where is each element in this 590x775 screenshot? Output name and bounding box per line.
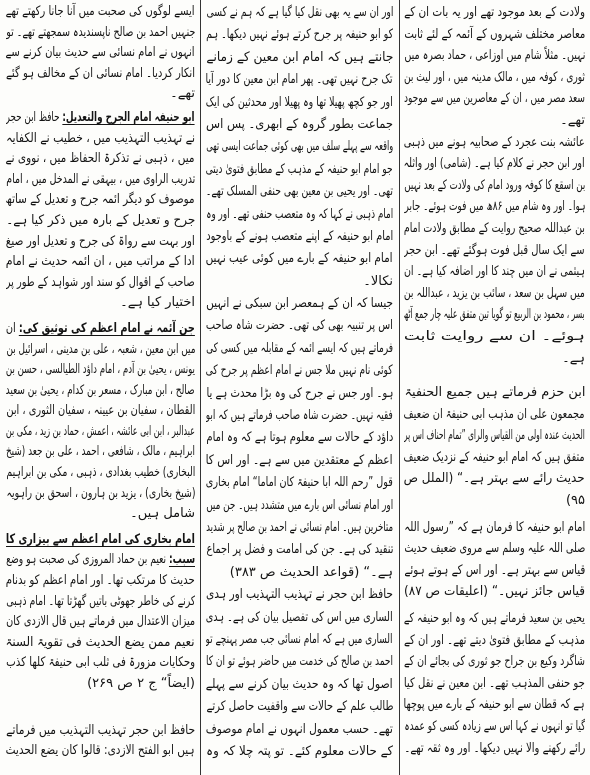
line-text: تنقید کی ہے۔ جن کی امامت و فضل پر اجماع <box>206 542 393 558</box>
line-text: اور ان سے یہ بھی نقل کیا گیا ہے کہ ہم نے کسی <box>206 5 393 20</box>
line-text: صلی اللہ علیہ وسلم سے مروی ضعیف حدیث <box>404 541 585 557</box>
column-divider <box>200 0 201 775</box>
line-text: تدریب الراوی میں ، بیہقی نے المدخل میں ، امام <box>6 171 195 187</box>
text-line <box>404 608 585 630</box>
text-line <box>404 45 585 67</box>
line-text: میزان الاعتدال میں فرماتے ہیں قال الازدی کان <box>6 614 195 630</box>
text-line <box>206 315 393 337</box>
text-line <box>206 562 393 584</box>
text-line <box>404 348 585 370</box>
text-line <box>206 248 393 270</box>
column-middle <box>206 2 393 773</box>
line-text: یحیی بن سعید فرماتے ہیں کہ وہ ابو حنیفہ کے <box>404 611 585 627</box>
text-line <box>206 719 393 741</box>
text-line <box>206 495 393 517</box>
line-text: تھے۔ <box>560 112 585 128</box>
line-text: اعظم کے معتقدین میں سے ہے۔ اور اس کا <box>206 452 393 468</box>
text-line <box>6 64 195 85</box>
line-text: شامل ہیں۔ <box>130 506 195 522</box>
text-line <box>6 340 195 361</box>
paragraph <box>206 584 393 763</box>
text-line <box>6 43 195 64</box>
text-line <box>404 67 585 89</box>
text-line <box>404 738 585 760</box>
line-text: نکالا۔ <box>363 273 393 289</box>
line-text: ہے۔ <box>562 350 585 366</box>
text-line <box>404 24 585 46</box>
text-line <box>6 422 195 443</box>
line-text: الساری میں ہے کہ امام نسائی جب مصر پہنچے تو <box>206 631 393 647</box>
text-line <box>404 694 585 716</box>
text-line <box>404 218 585 240</box>
line-text: عبدالبر ، ابن ابی عائشہ ، اعمش ، حماد بن زید ، مکی بن <box>6 423 195 439</box>
text-line <box>404 326 585 348</box>
text-line <box>404 447 585 469</box>
line-text: حدیث رائے سے بہتر ہے۔“ (الملل ص <box>404 471 585 487</box>
text-line <box>404 581 585 603</box>
line-text <box>6 108 195 129</box>
text-line <box>404 404 585 426</box>
line-text: حدیث کا مرتکب تھا۔ اور امام اعظم کو بدنام <box>6 573 195 589</box>
line-text: میں سہل بن سعد ، سائب بن یزید ، عبداللہ بن <box>404 285 585 301</box>
text-line <box>404 517 585 539</box>
paragraph <box>404 132 585 370</box>
text-line <box>6 530 195 551</box>
text-line <box>206 584 393 606</box>
text-line <box>6 84 195 105</box>
text-line <box>404 283 585 305</box>
line-text: شاگرد وکیع بن جراح جو ثوری کی بجائے ان کے <box>404 654 585 670</box>
text-line <box>6 108 195 129</box>
text-line <box>6 273 195 294</box>
line-text: قیاس جائز نہیں۔“ (اعلیقات ص ۸۷) <box>404 584 585 600</box>
line-text: بن اسقع کا کوفہ ورود امام کی ولادت کے بعد نہیں <box>404 177 585 193</box>
text-line <box>206 383 393 405</box>
line-text: ابن حزم فرماتے ہیں جمیع الحنفیۃ <box>404 385 585 401</box>
line-text: تھی۔ اور یحیی بن معین بھی حنفی المسلک تھے۔ <box>206 184 393 200</box>
line-text: امام ابو حنیفہ کے بارے میں کوئی عیب نہیں <box>206 251 393 267</box>
paragraph <box>6 721 195 762</box>
text-line <box>206 539 393 561</box>
text-line <box>404 538 585 560</box>
line-text: صالح ، ابن مبارک ، مسعر بن کدام ، یحییٰ بن سعید <box>6 382 195 398</box>
line-text: یونس ، یحییٰ بن آدم ، امام داؤد الطیالسی ، حسن بن <box>6 362 195 378</box>
text-line <box>206 293 393 315</box>
text-line <box>6 571 195 592</box>
text-line <box>6 504 195 525</box>
paragraph <box>404 517 585 603</box>
line-text: ۹۵) <box>565 493 585 509</box>
text-line <box>6 149 195 170</box>
line-text: جو امام ابو حنیفہ کے مذہب کے مطابق فتویٰ دیتی <box>206 161 393 177</box>
line-text: جنہیں احمد بن صالح ناپسندیدہ سمجھتے تھے۔ تو <box>6 24 195 40</box>
line-text: حافظ ابن حجر تہذیب التہذیب میں فرماتے <box>6 722 195 738</box>
paragraph <box>6 108 195 314</box>
line-text: الساری میں اس کی تفصیل بیان کی ہے۔ ہدی <box>206 609 393 625</box>
paragraph <box>404 382 585 512</box>
line-text: قول ”رحم اللہ ابا حنیفۃ کان اماما“ امام بخاری <box>206 475 393 491</box>
line-text: ثوری ، کوفہ میں ، مالک مدینہ میں ، اور لیث بن <box>404 69 585 85</box>
text-line <box>206 696 393 718</box>
text-line <box>6 232 195 253</box>
text-line <box>206 450 393 472</box>
section-heading: جن آئمہ نے امام اعظم کی توثیق کی: <box>18 320 195 336</box>
text-line <box>206 607 393 629</box>
paragraph <box>6 319 195 525</box>
line-text: تک جرح نہیں تھی۔ پھر امام ابن معین کا دور آیا <box>206 72 393 88</box>
text-line <box>6 319 195 340</box>
line-text: ولادت کے بعد موجود تھے اور یہ بات ان کے <box>404 5 585 20</box>
line-text: ہے کہ قطان سے ابو حنیفہ کے بارے میں پوچھا <box>404 697 585 713</box>
text-line <box>206 741 393 763</box>
text-line <box>6 2 195 23</box>
line-text: القطان ، سفیان بن عیینہ ، سفیان الثوری ، ابن <box>6 403 195 419</box>
text-line <box>6 442 195 463</box>
line-text: معاصر مختلف شہروں کے آئمہ کے لئے ثابت <box>404 26 585 42</box>
text-line <box>404 673 585 695</box>
text-line <box>404 468 585 490</box>
text-line <box>206 2 393 24</box>
text-line <box>6 170 195 191</box>
text-line <box>404 716 585 738</box>
paragraph <box>6 530 195 695</box>
column-right <box>404 2 585 773</box>
text-line <box>206 114 393 136</box>
line-text: ہیں ابو الفتح الازدی: قالوا کان یضع الحدیث <box>6 743 195 759</box>
text-line <box>206 427 393 449</box>
line-text: جانتے ہیں کہ امام ابن معین کے زمانے <box>206 49 393 65</box>
line-text <box>6 530 195 551</box>
text-line <box>206 674 393 696</box>
line-text: امام ابو حنیفہ کے اپنے متعصب ہونے کے باوجود <box>206 228 393 244</box>
text-line <box>206 405 393 427</box>
line-text: اور امام نسائی اس بارے میں متشدد ہیں۔ جن میں <box>206 497 393 513</box>
line-text: موصوف کو دیگر ائمہ جرح و تعدیل کے ساتھ <box>6 192 195 208</box>
line-text: کوئی نام نہیں ملا جس نے امام اعظم پر جرح کی <box>206 363 393 379</box>
text-line <box>404 261 585 283</box>
line-text: متاخرین ہیں۔ امام نسائی نے احمد بن صالح پر شدید <box>206 519 393 535</box>
line-text: نے تہذیب التہذیب میں ، خطیب نے الکفایہ <box>6 130 195 146</box>
text-line <box>206 651 393 673</box>
text-line <box>6 674 195 695</box>
line-text: جو حنفی المذہب تھے۔ ابن معین نے نقل کیا <box>404 675 585 691</box>
text-line <box>206 472 393 494</box>
text-line <box>404 153 585 175</box>
text-line <box>404 196 585 218</box>
line-text: (ایضاً“ ج ۲ ص ۲۶۹) <box>87 676 195 691</box>
text-line <box>206 69 393 91</box>
paragraph <box>206 2 393 293</box>
text-line <box>206 136 393 158</box>
line-text: ہو۔ اور جس نے جرح کی وہ بڑا محدث ہے یا <box>206 385 393 401</box>
line-text: امام ابو حنیفہ کا فرمان ہے کہ ”رسول اللہ <box>404 519 585 535</box>
section-heading: امام بخاری کی امام اعظم سے بیزاری کا <box>6 531 195 547</box>
section-heading: سبب: <box>168 552 195 568</box>
heading-continuation-text: نعیم بن حماد المروزی کی صحبت ہو وضع <box>6 552 169 568</box>
text-line <box>6 653 195 674</box>
line-text: جیسا کہ ان کے ہمعصر ابن سبکی نے انہیں <box>206 296 393 312</box>
line-text: قیاس سے بہتر ہے۔ اور اس کے ہوتے ہوئے <box>404 562 585 578</box>
line-text: الحدیث عندہ اولی من القیاس والرای ”تمام احناف اس پر <box>404 428 585 444</box>
text-line <box>6 633 195 654</box>
text-line <box>206 271 393 293</box>
text-line <box>6 252 195 273</box>
text-line <box>6 592 195 613</box>
text-line <box>206 204 393 226</box>
text-line <box>6 401 195 422</box>
text-line <box>206 47 393 69</box>
line-text: تھے۔ <box>170 86 195 102</box>
text-line <box>6 463 195 484</box>
line-text: متفق ہیں کہ امام ابو حنیفہ کے نزدیک ضعیف <box>404 449 585 465</box>
line-text: تھے۔ حسب معمول انہوں نے امام موصوف <box>206 721 393 737</box>
text-line <box>206 159 393 181</box>
line-text: مجمعون علی ان مذہب ابی حنیفۃ ان ضعیف <box>404 406 585 422</box>
paragraph <box>404 2 585 132</box>
text-line <box>404 132 585 154</box>
line-text: ہوئے۔ ان سے روایت ثابت <box>404 328 585 344</box>
line-text: اور جو کچھ پھیلا تھا وہ پھیلا اور محدثین کی ایک <box>206 94 393 110</box>
line-text: نہیں۔ مثلاً شام میں اوزاعی ، حماد بصرہ میں <box>404 48 585 64</box>
line-text: کے حالات معلوم کئے۔ تو پتہ چلا کہ وہ <box>206 743 393 759</box>
line-text <box>6 319 195 340</box>
line-text: بسر ، محمود بن الربیع تو گویا تین متفق علیہ چار جمع آٹھ <box>404 307 585 323</box>
line-text: ایسے لوگوں کی صحبت میں آنا جانا رکھتے تھے <box>6 4 195 19</box>
line-text: واقعہ سے پہلے سلف میں بھی کوئی جماعت ایسی تھی <box>206 139 393 155</box>
line-text: جماعت بطور گروہ کے ابھری۔ پس اس <box>206 116 393 132</box>
text-line <box>206 338 393 360</box>
text-line <box>206 226 393 248</box>
text-line <box>404 630 585 652</box>
line-text: احمد بن صالح کی خدمت میں حاضر ہوئے تو ان کا <box>206 654 393 670</box>
text-line <box>6 484 195 505</box>
text-line <box>404 175 585 197</box>
text-line <box>404 304 585 326</box>
line-text: اس پر تنبیہ بھی کی تھی۔ حضرت شاہ صاحب <box>206 318 393 334</box>
line-text: میں ، ذہبی نے تذکرۃ الحفاظ میں ، نووی نے <box>6 151 195 167</box>
paragraph <box>404 608 585 759</box>
text-line <box>6 129 195 150</box>
text-line <box>206 517 393 539</box>
line-text: کو ابو حنیفہ پر جرح کرتے ہوئے نہیں دیکھا۔ ہم <box>206 27 393 43</box>
line-text: (شیخ بخاری) ، یزید بن ہارون ، اسحق بن راہویہ <box>6 485 195 501</box>
line-text: فرماتے ہیں کہ ایسے ائمہ کے مقابلہ میں کسی کی <box>206 340 393 356</box>
column-divider <box>399 0 400 775</box>
text-line <box>404 2 585 24</box>
line-text: ادا کے مراتب میں ، ان ائمہ حدیث نے امام <box>6 254 195 270</box>
text-line <box>404 240 585 262</box>
text-line <box>206 24 393 46</box>
text-line <box>6 360 195 381</box>
line-text: فقیہ نہیں۔ حضرت شاہ صاحب فرماتے ہیں کہ ابو <box>206 408 393 424</box>
text-line <box>404 382 585 404</box>
line-text: سے ایک سال قبل فوت ہوگئے تھے۔ ابن حجر <box>404 242 585 258</box>
line-text: جرح و تعدیل کے بارہ میں ذکر کیا ہے۔ <box>6 212 195 228</box>
text-line <box>404 490 585 512</box>
line-text: کرنے کی خاطر جھوٹی باتیں گھڑتا تھا۔ امام ذہبی <box>6 593 195 609</box>
text-line <box>206 629 393 651</box>
heading-continuation-text: حافظ ابن حجر <box>6 109 63 125</box>
text-line <box>6 741 195 762</box>
text-line <box>6 23 195 44</box>
section-heading: ابو حنیفہ امام الجرح والتعدیل: <box>62 109 195 125</box>
line-text: اصول تھا کہ وہ حدیث بیان کرنے سے پہلے <box>206 676 393 692</box>
line-text: ہوا۔ اور وہ شام میں ۸۶ھ میں فوت ہوئے۔ جابر <box>404 199 585 215</box>
line-text: انکار کردیا۔ امام نسائی ان کے مخالف ہو گئے <box>6 65 195 81</box>
text-line <box>206 92 393 114</box>
line-text: رائے رکھنے والا نہیں دیکھا۔ اور وہ ثقہ تھے۔ <box>404 740 585 756</box>
line-text: اختیار کیا ہے۔ <box>120 295 195 311</box>
line-text: امام ذہبی نے کہا کہ وہ متعصب حنفی تھے۔ اور وہ <box>206 206 393 222</box>
heading-continuation-text: ان <box>6 320 19 336</box>
text-line <box>404 651 585 673</box>
column-left <box>6 2 195 773</box>
line-text: وحکایات مزورۃ فی ثلب ابی حنیفۃ کلھا کذب <box>6 655 195 671</box>
text-line <box>6 190 195 211</box>
line-text: ہیثمی نے ان میں چند کا اور اضافہ کیا ہے۔ ان <box>404 264 585 280</box>
text-line <box>6 293 195 314</box>
line-text: طالب علم کے حالات سے واقفیت حاصل کرتے <box>206 699 393 715</box>
line-text: میں ابن معین ، شعبہ ، علی بن مدینی ، اسرائیل بن <box>6 341 195 357</box>
line-text: ہے۔“ (قواعد الحدیث ص ۳۸۳) <box>229 564 393 580</box>
text-line <box>206 181 393 203</box>
line-text: بن عبداللہ صحیح روایت کے مطابق ولادت امام <box>404 220 585 236</box>
paragraph <box>206 293 393 584</box>
line-text: البخاری) خطیب بغدادی ، ذہبی ، مکی بن ابراہیم <box>6 465 195 481</box>
line-text: حافظ ابن حجر نے تہذیب التہذیب اور ہدی <box>206 587 393 603</box>
text-line <box>206 360 393 382</box>
line-text: مذہب کے مطابق فتویٰ دیتے تھے۔ اور ان کے <box>404 632 585 648</box>
text-line <box>6 612 195 633</box>
text-line <box>6 381 195 402</box>
line-text: صاحب کے اقوال کو سند اور شواہد کے طور پر <box>6 274 195 290</box>
line-text: ابراہیم ، مالک ، شافعی ، احمد ، علی بن جعد (شیخ <box>6 444 195 460</box>
line-text: اور ابن حجر نے کلام کیا ہے۔ (شامی) اور واثلہ <box>404 156 585 172</box>
paragraph <box>6 2 195 105</box>
line-text: عائشہ بنت عجرد کے صحابیہ ہونے میں ذہبی <box>404 134 585 150</box>
text-line <box>404 88 585 110</box>
line-text: اور بہت سے رواۃ کی جرح و تعدیل اور صیغ <box>6 233 195 249</box>
line-text: نعیم ممن یضع الحدیث فی تقویۃ السنۃ <box>6 634 195 650</box>
line-text: داؤد کے حالات سے معلوم ہوتا ہے کہ وہ امام <box>206 430 393 446</box>
text-line <box>6 721 195 742</box>
text-line <box>404 425 585 447</box>
text-line <box>6 550 195 571</box>
line-text: انہوں نے امام نسائی سے حدیث بیان کرنے سے <box>6 45 195 61</box>
line-text: سعد مصر میں ، ان کے معاصرین میں سے موجود <box>404 91 585 107</box>
text-line <box>6 211 195 232</box>
line-text <box>6 550 195 571</box>
text-line <box>404 110 585 132</box>
text-line <box>404 560 585 582</box>
line-text: گیا تو انہوں نے کہا اس سے زیادہ کسی کو عمدہ <box>404 719 585 734</box>
